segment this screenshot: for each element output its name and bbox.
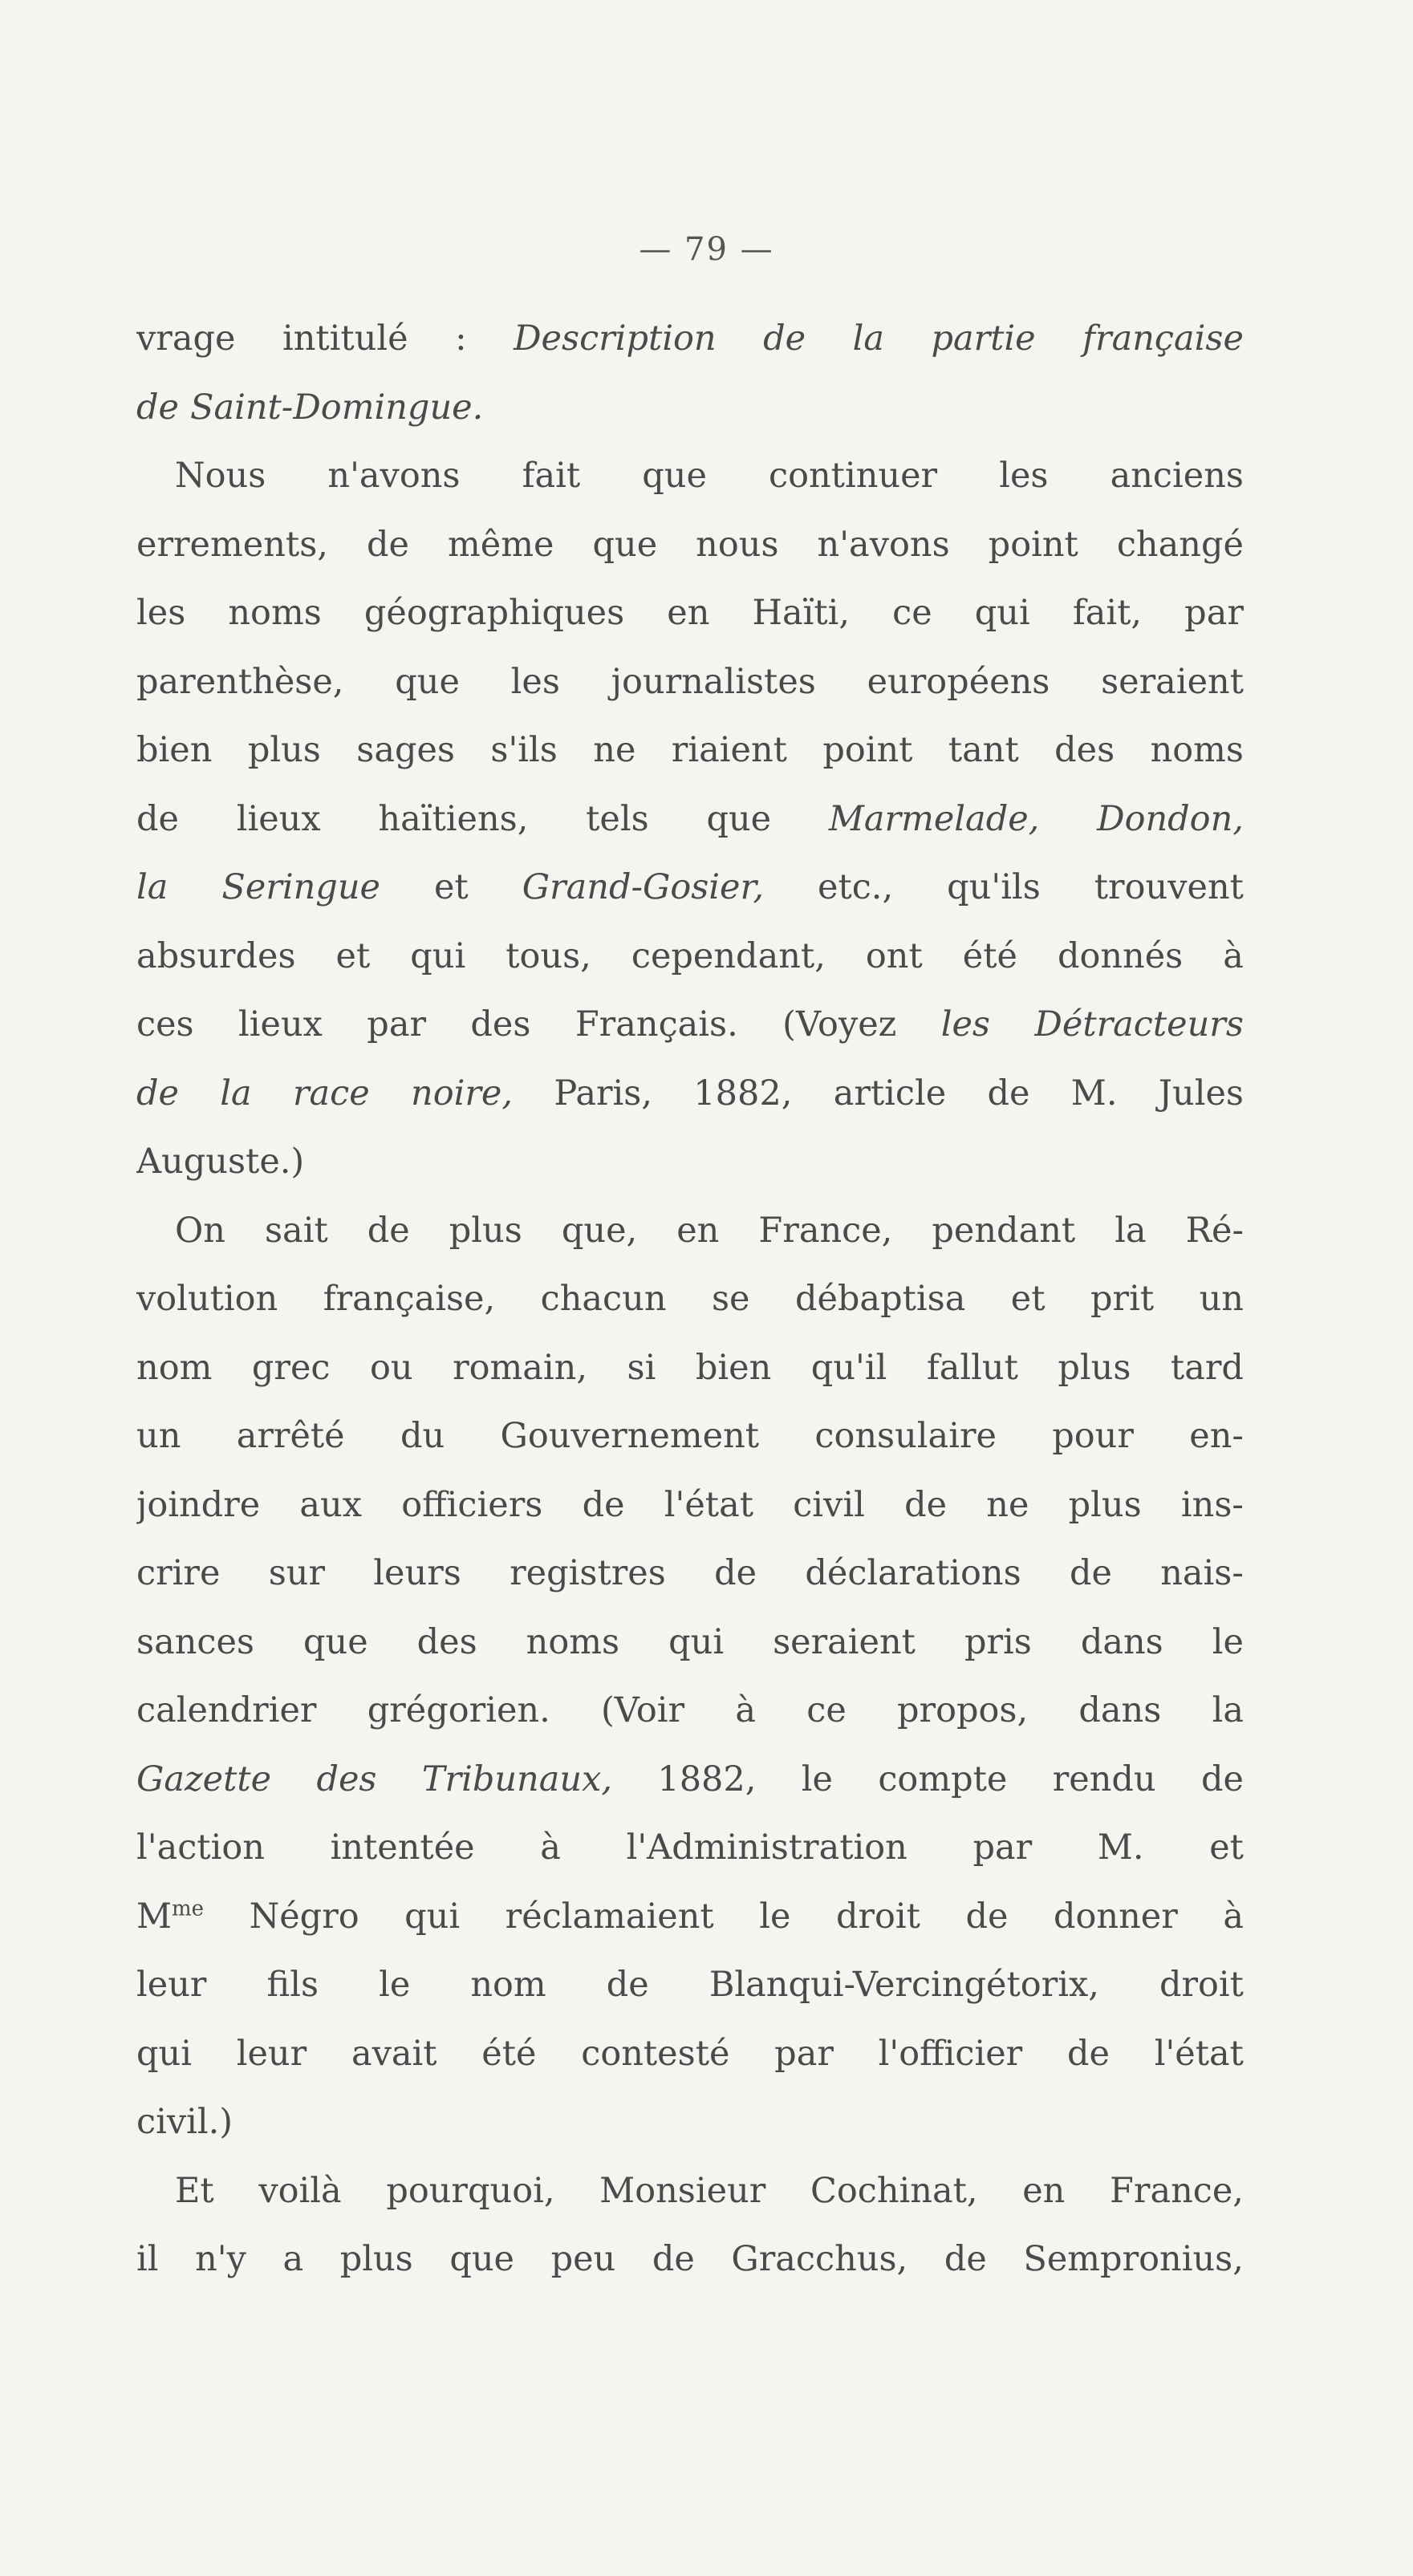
text-line: bien plus sages s'ils ne riaient point tant des noms: [136, 730, 1244, 770]
text-line: qui leur avait été contesté par l'officier de l'état: [136, 2033, 1244, 2074]
body-text: [136, 305, 1244, 2294]
text-line: joindre aux officiers de l'état civil de ne plus ins-: [136, 1484, 1244, 1525]
text-line: l'action intentée à l'Administration par M. et: [136, 1828, 1244, 1868]
text-line: crire sur leurs registres de déclarations de nais-: [136, 1553, 1244, 1593]
text-line: de lieux haïtiens, tels que Marmelade, Dondon,: [136, 798, 1244, 839]
text-line: absurdes et qui tous, cependant, ont été donnés à: [136, 935, 1244, 976]
text-line: de Saint-Domingue.: [136, 387, 484, 428]
text-line: la Seringue et Grand-Gosier, etc., qu'ils trouvent: [136, 867, 1244, 907]
text-line: civil.): [136, 2102, 233, 2142]
text-line: leur fils le nom de Blanqui-Vercingétorix, droit: [136, 1965, 1244, 2005]
text-line: volution française, chacun se débaptisa et prit un: [136, 1279, 1244, 1319]
text-line: vrage intitulé : Description de la partie française: [136, 318, 1244, 359]
paragraph-start-line: Nous n'avons fait que continuer les anciens: [175, 456, 1244, 496]
text-line: nom grec ou romain, si bien qu'il fallut plus tard: [136, 1347, 1244, 1388]
text-line: Gazette des Tribunaux, 1882, le compte rendu de: [136, 1759, 1244, 1799]
text-line: sances que des noms qui seraient pris dans le: [136, 1621, 1244, 1662]
text-line: ces lieux par des Français. (Voyez les Détracteurs: [136, 1004, 1244, 1045]
text-line: les noms géographiques en Haïti, ce qui fait, par: [136, 593, 1244, 633]
page-number: — 79 —: [639, 231, 774, 268]
paragraph-start-line: Et voilà pourquoi, Monsieur Cochinat, en France,: [175, 2170, 1244, 2211]
text-line: il n'y a plus que peu de Gracchus, de Sempronius,: [136, 2239, 1244, 2279]
text-line: de la race noire, Paris, 1882, article de M. Jules: [136, 1073, 1244, 1114]
paragraph-start-line: On sait de plus que, en France, pendant la Ré-: [175, 1210, 1244, 1251]
text-line: parenthèse, que les journalistes européens seraient: [136, 661, 1244, 702]
text-line: un arrêté du Gouvernement consulaire pour en-: [136, 1416, 1244, 1456]
text-line: $M^{me}$ Négro qui réclamaient le droit de donner à: [136, 1896, 1244, 1937]
text-line: Auguste.): [136, 1142, 305, 1182]
text-line: calendrier grégorien. (Voir à ce propos, dans la: [136, 1690, 1244, 1730]
text-line: errements, de même que nous n'avons point changé: [136, 524, 1244, 565]
